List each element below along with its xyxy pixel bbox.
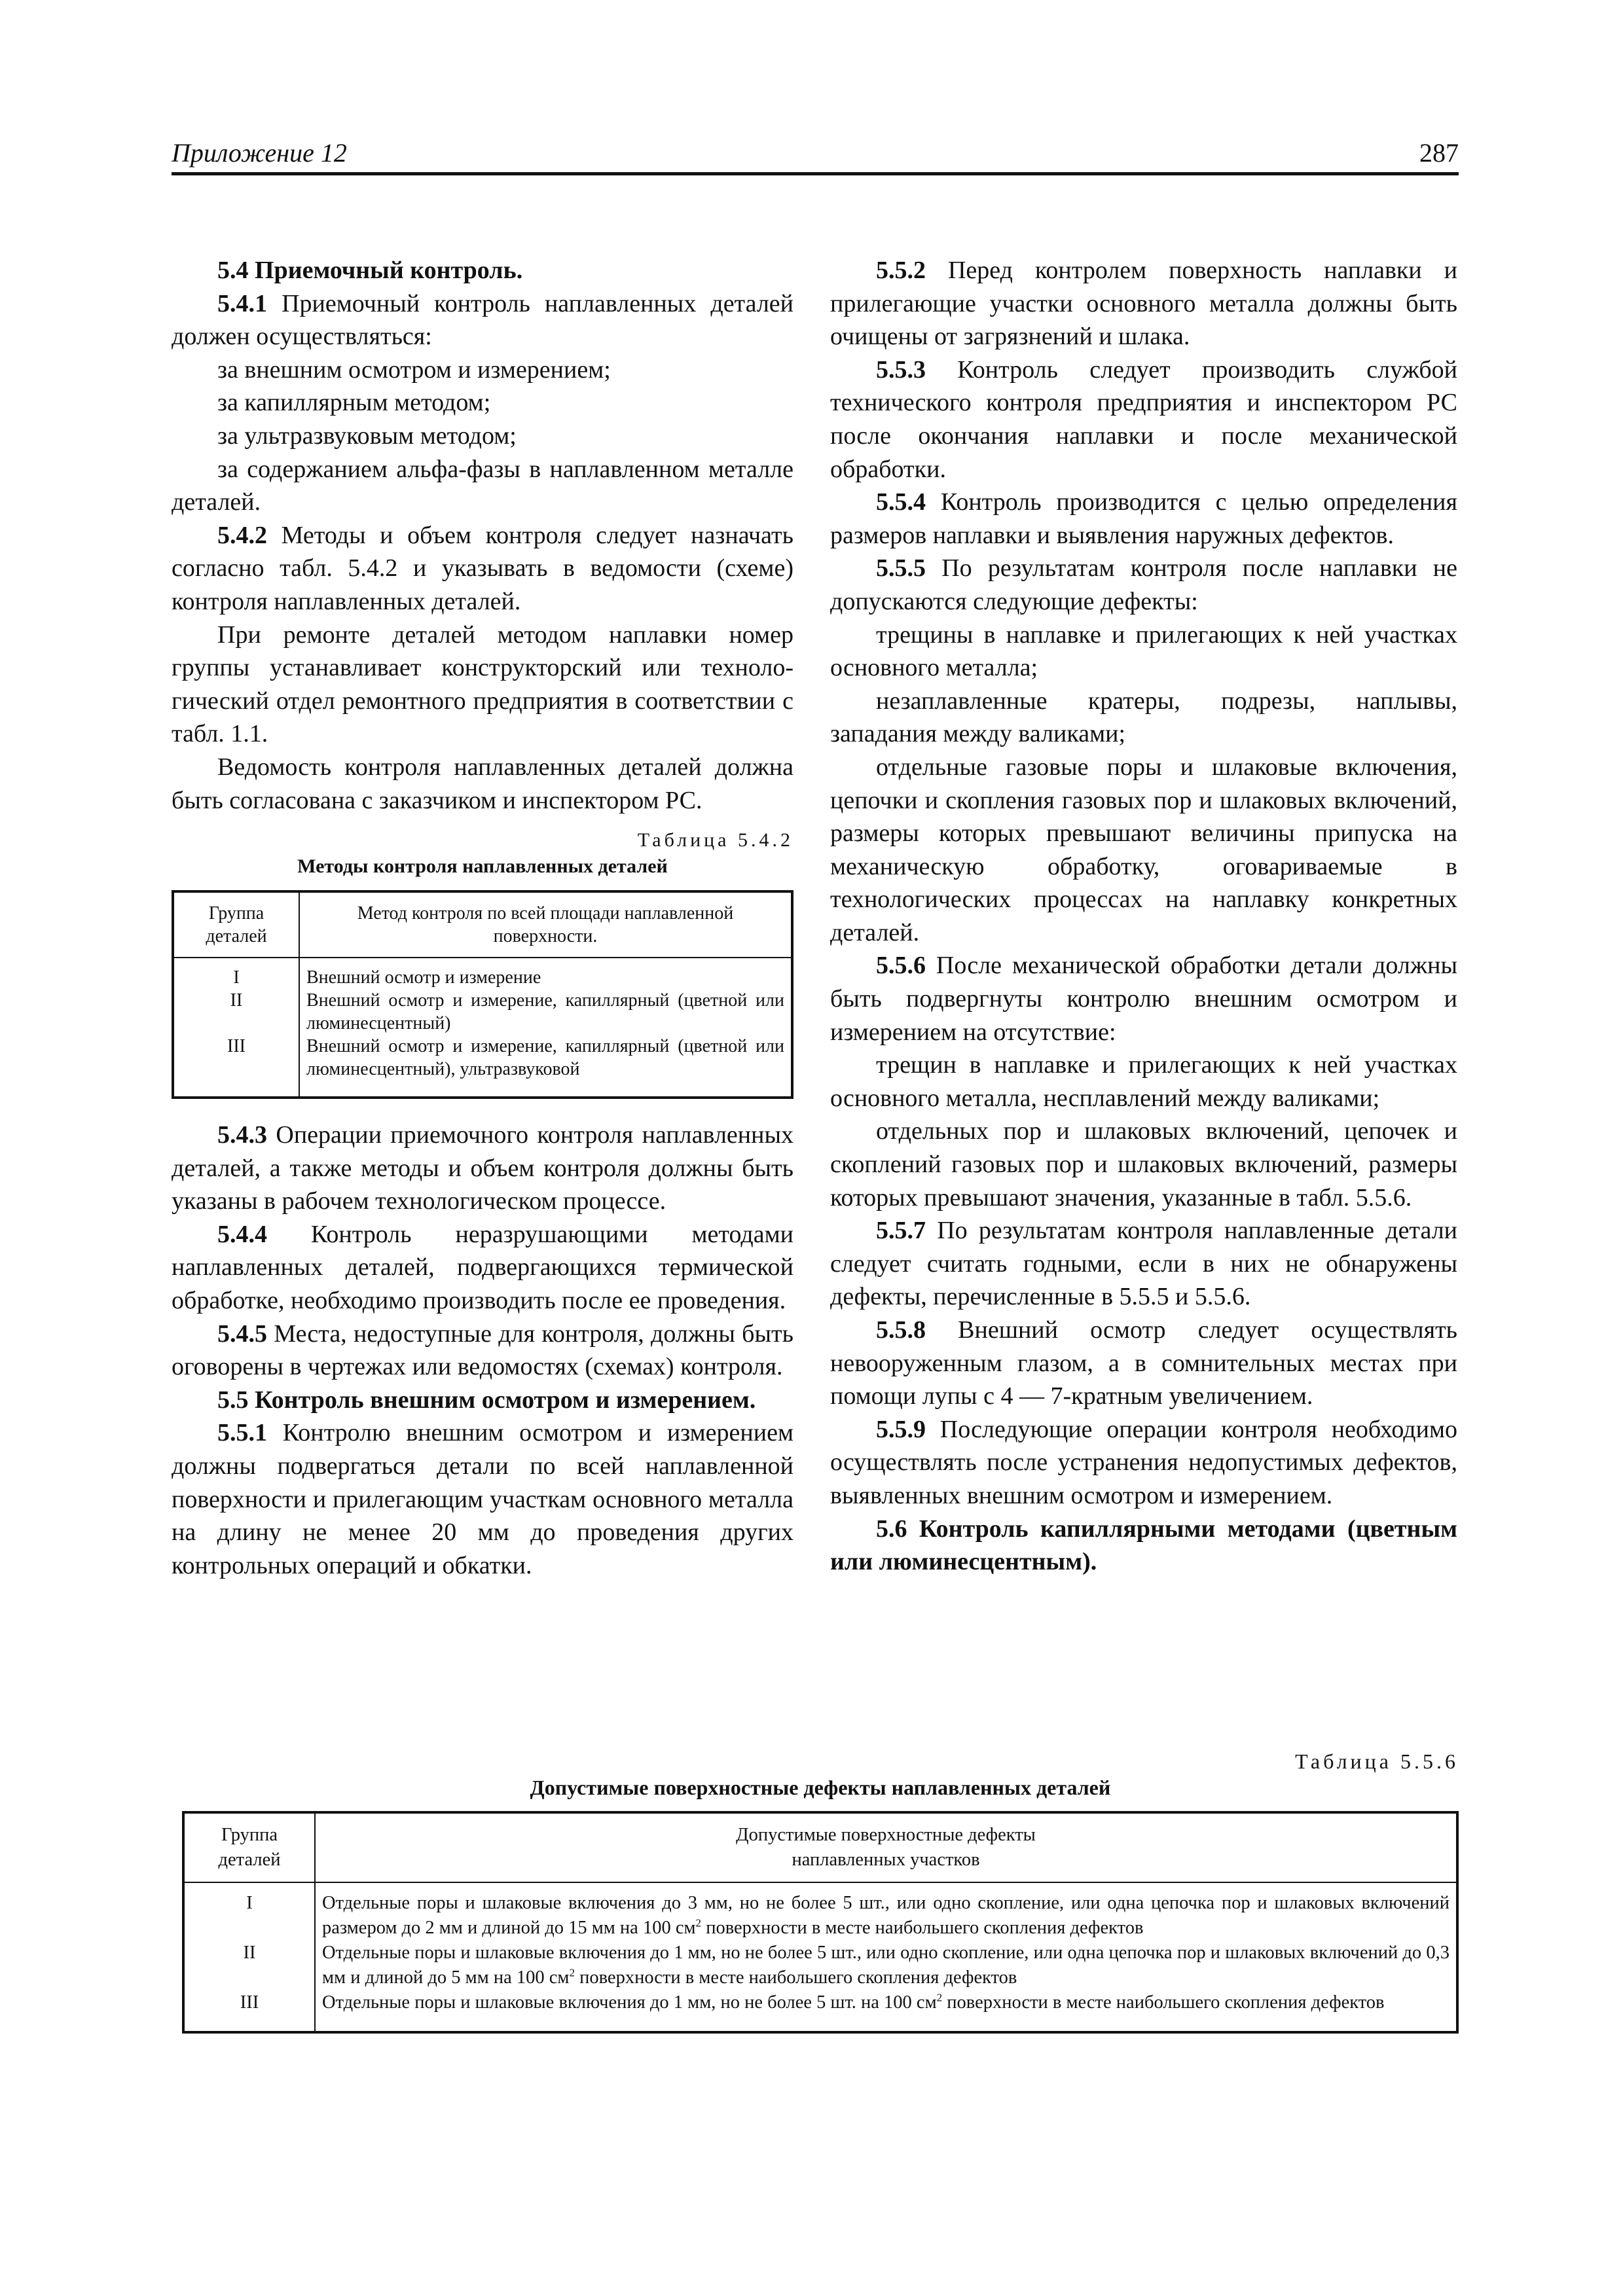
num-5-5-7: 5.5.7 [876,1217,926,1245]
method-cell [299,958,792,1098]
defect-item: отдельные газовые поры и шлаковые включения, цепочки и скопления газовых пор и шлаковых включений, размеры которых превышают величины припуска на механическую обработку, оговариваемые в технологических процессах на наплавку конкретных деталей. [830,753,1457,946]
num-5-4-2: 5.4.2 [217,521,267,549]
num-5-5-9: 5.5.9 [876,1415,926,1443]
defect-item: незаплавленные кратеры, подрезы, наплывы, западания между валиками; [830,687,1457,748]
para-5-4-3 [172,1119,793,1218]
group-label: I [246,1893,253,1913]
section-5-5-heading: 5.5 Контроль внешним осмотром и измерением. [217,1386,756,1414]
defect-text: Отдельные поры и шлаковые включения до 3 мм, но не более 5 шт., или одно скопление, или одна цепочка пор и шлаковых включений размером до 2 мм и длиной до 15 мм на 100 см [322,1893,1450,1938]
text-5-5-4: Контроль производится с целью определения размеров наплавки и выявления наружных дефектов. [830,488,1457,549]
num-5-5-4: 5.5.4 [876,488,926,516]
defects-cell [315,1882,1457,2032]
num-5-4-3: 5.4.3 [217,1121,267,1149]
num-5-5-1: 5.5.1 [217,1419,267,1447]
defect-text: поверхности в месте наибольшего скопления дефектов [575,1967,1017,1988]
section-5-6-heading: 5.6 Контроль капиллярными методами (цветным или люминесцентным). [830,1515,1457,1576]
superscript: 2 [936,1991,943,2004]
defect-text: поверхности в месте наибольшего скопления дефектов [942,1992,1385,2013]
para-5-5-7 [830,1214,1457,1314]
group-label: I [233,967,240,988]
text-5-4-4: Контроль неразрушающими методами наплавленных деталей, подвергающихся термической обработке, необходимо производить после ее проведения. [172,1220,793,1315]
col-header-line: Допустимые поверхностные дефекты [736,1825,1036,1845]
group-label: III [227,1036,246,1057]
table-5-4-2 [172,890,793,1099]
left-column [172,254,793,1582]
defect-row-text [322,1990,1450,2015]
para-vedomost: Ведомость контроля наплавленных деталей должна быть согласована с заказчиком и инспектором РС. [172,753,793,814]
col-header-line: наплавленных участков [792,1850,980,1870]
text-5-4-5: Места, недоступные для контроля, должны быть оговорены в чертежах или ведомостях (схемах) контроля. [172,1319,793,1381]
table-5-5-6-caption: Таблица 5.5.6 [1295,1749,1459,1773]
text-5-4-2: Методы и объем контроля следует назначать согласно табл. 5.4.2 и указывать в ведомости (схеме) контроля наплавленных деталей. [172,521,793,615]
num-5-5-6: 5.5.6 [876,952,926,980]
para-5-5-3 [830,353,1457,486]
text-5-5-7: По результатам контроля наплавленные детали следует считать годными, если в них не обнаружены дефекты, перечисленные в 5.5.5 и 5.5.6. [830,1217,1457,1311]
para-5-5-1 [172,1416,793,1582]
superscript: 2 [569,1966,575,1979]
defect-row-text [322,1891,1450,1941]
num-5-4-5: 5.4.5 [217,1319,267,1348]
num-5-5-5: 5.5.5 [876,554,926,583]
method-text: Внешний осмотр и измерение, капиллярный (цветной или люминесцентный) [306,990,784,1034]
table-5-4-2-caption: Таблица 5.4.2 [637,829,793,852]
para-5-5-8 [830,1314,1457,1413]
list-item: за ультразвуковым методом; [217,422,517,450]
group-label: II [243,1943,256,1963]
num-5-4-4: 5.4.4 [217,1220,267,1248]
table-5-5-6-block [182,1738,1459,2034]
group-label: II [230,990,243,1011]
para-repair: При ремонте деталей методом наплавки номер группы устанавливает конструкторский или технологический отдел ремонтного предприятия в соответствии с табл. 1.1. [172,620,793,748]
text-5-5-2: Перед контролем поверхность наплавки и прилегающие участки основного металла должны быть очищены от загрязнений и шлака. [830,257,1457,351]
text-5-5-6: После механической обработки детали должны быть подвергнуты контролю внешним осмотром и измерением на отсутствие: [830,952,1457,1046]
defect-text: Отдельные поры и шлаковые включения до 1 мм, но не более 5 шт. на 100 см [322,1992,937,2013]
list-item: за капиллярным методом; [217,389,491,417]
text-5-4-1: Приемочный контроль наплавленных деталей должен осуществляться: [172,289,793,351]
para-5-4-2 [172,519,793,619]
para-5-5-4 [830,486,1457,552]
defect-row-text [322,1941,1450,1990]
para-5-5-9 [830,1413,1457,1513]
group-cell [173,958,299,1098]
para-5-4-4 [172,1218,793,1318]
text-5-5-8: Внешний осмотр следует осуществлять невооруженным глазом, а в сомнительных местах при помощи лупы с 4 — 7-кратным увеличением. [830,1316,1457,1410]
text-5-5-1: Контролю внешним осмотром и измерением должны подвергаться детали по всей наплавленной поверхности и прилегающим участкам основного металла на длину не менее 20 мм до проведения других контрольных операций и обкатки. [172,1419,793,1579]
num-5-5-3: 5.5.3 [876,355,926,384]
text-5-5-5: По результатам контроля после наплавки не допускаются следующие дефекты: [830,554,1457,615]
col-header-method: Метод контроля по всей площади наплавленной поверхности. [299,891,792,958]
defect-text: поверхности в месте наибольшего скопления дефектов [701,1918,1144,1938]
para-5-4-1 [172,287,793,353]
para-5-5-2 [830,254,1457,353]
table-5-5-6 [182,1811,1459,2034]
list-item: за внешним осмотром и измерением; [217,355,611,384]
method-text: Внешний осмотр и измерение [306,967,541,988]
defect-text: Отдельные поры и шлаковые включения до 1 мм, но не более 5 шт., или одно скопление, или одна цепочка пор и шлаковых включений до 0,3 мм и длиной до 5 мм на 100 см [322,1943,1450,1988]
table-row [183,1882,1457,2032]
col-header-group: Группа деталей [173,891,299,958]
superscript: 2 [695,1916,702,1929]
defect-item: трещины в наплавке и прилегающих к ней участках основного металла; [830,620,1457,682]
text-5-4-3: Операции приемочного контроля наплавленных деталей, а также методы и объем контроля должны быть указаны в рабочем технологическом процессе. [172,1121,793,1215]
group-cell [183,1882,315,2032]
list-item: за содержанием альфа-фазы в наплавленном металле деталей. [172,455,793,516]
num-5-5-2: 5.5.2 [876,257,926,284]
text-5-5-9: Последующие операции контроля необходимо осуществлять после устранения недопустимых дефектов, выявленных внешним осмотром и измерением. [830,1415,1457,1509]
right-column [830,254,1457,1579]
num-5-5-8: 5.5.8 [876,1316,926,1344]
running-title: Приложение 12 [172,138,347,168]
table-5-5-6-title: Допустимые поверхностные дефекты наплавленных деталей [530,1776,1111,1799]
page-header [172,137,1459,175]
section-5-4-heading: 5.4 Приемочный контроль. [217,257,523,284]
para-5-4-5 [172,1318,793,1384]
text-5-5-3: Контроль следует производить службой технического контроля предприятия и инспектором РС после окончания наплавки и после механической обработки. [830,355,1457,483]
table-5-4-2-title: Методы контроля наплавленных деталей [297,855,668,878]
col-header-group: Группа деталей [183,1812,315,1882]
defect-item: трещин в наплавке и прилегающих к ней участках основного металла, несплавлений между валиками; [830,1051,1457,1112]
col-header-defects [315,1812,1457,1882]
para-5-5-5 [830,552,1457,618]
para-5-5-6 [830,949,1457,1049]
page-number: 287 [1419,138,1459,168]
defect-item: отдельных пор и шлаковых включений, цепочек и скоплений газовых пор и шлаковых включений, размеры которых превышают значения, указанные в табл. 5.5.6. [830,1117,1457,1211]
method-text: Внешний осмотр и измерение, капиллярный (цветной или люминесцентный), ультразвуковой [306,1036,784,1080]
group-label: III [240,1992,259,2013]
table-row [173,958,792,1098]
num-5-4-1: 5.4.1 [217,289,267,317]
